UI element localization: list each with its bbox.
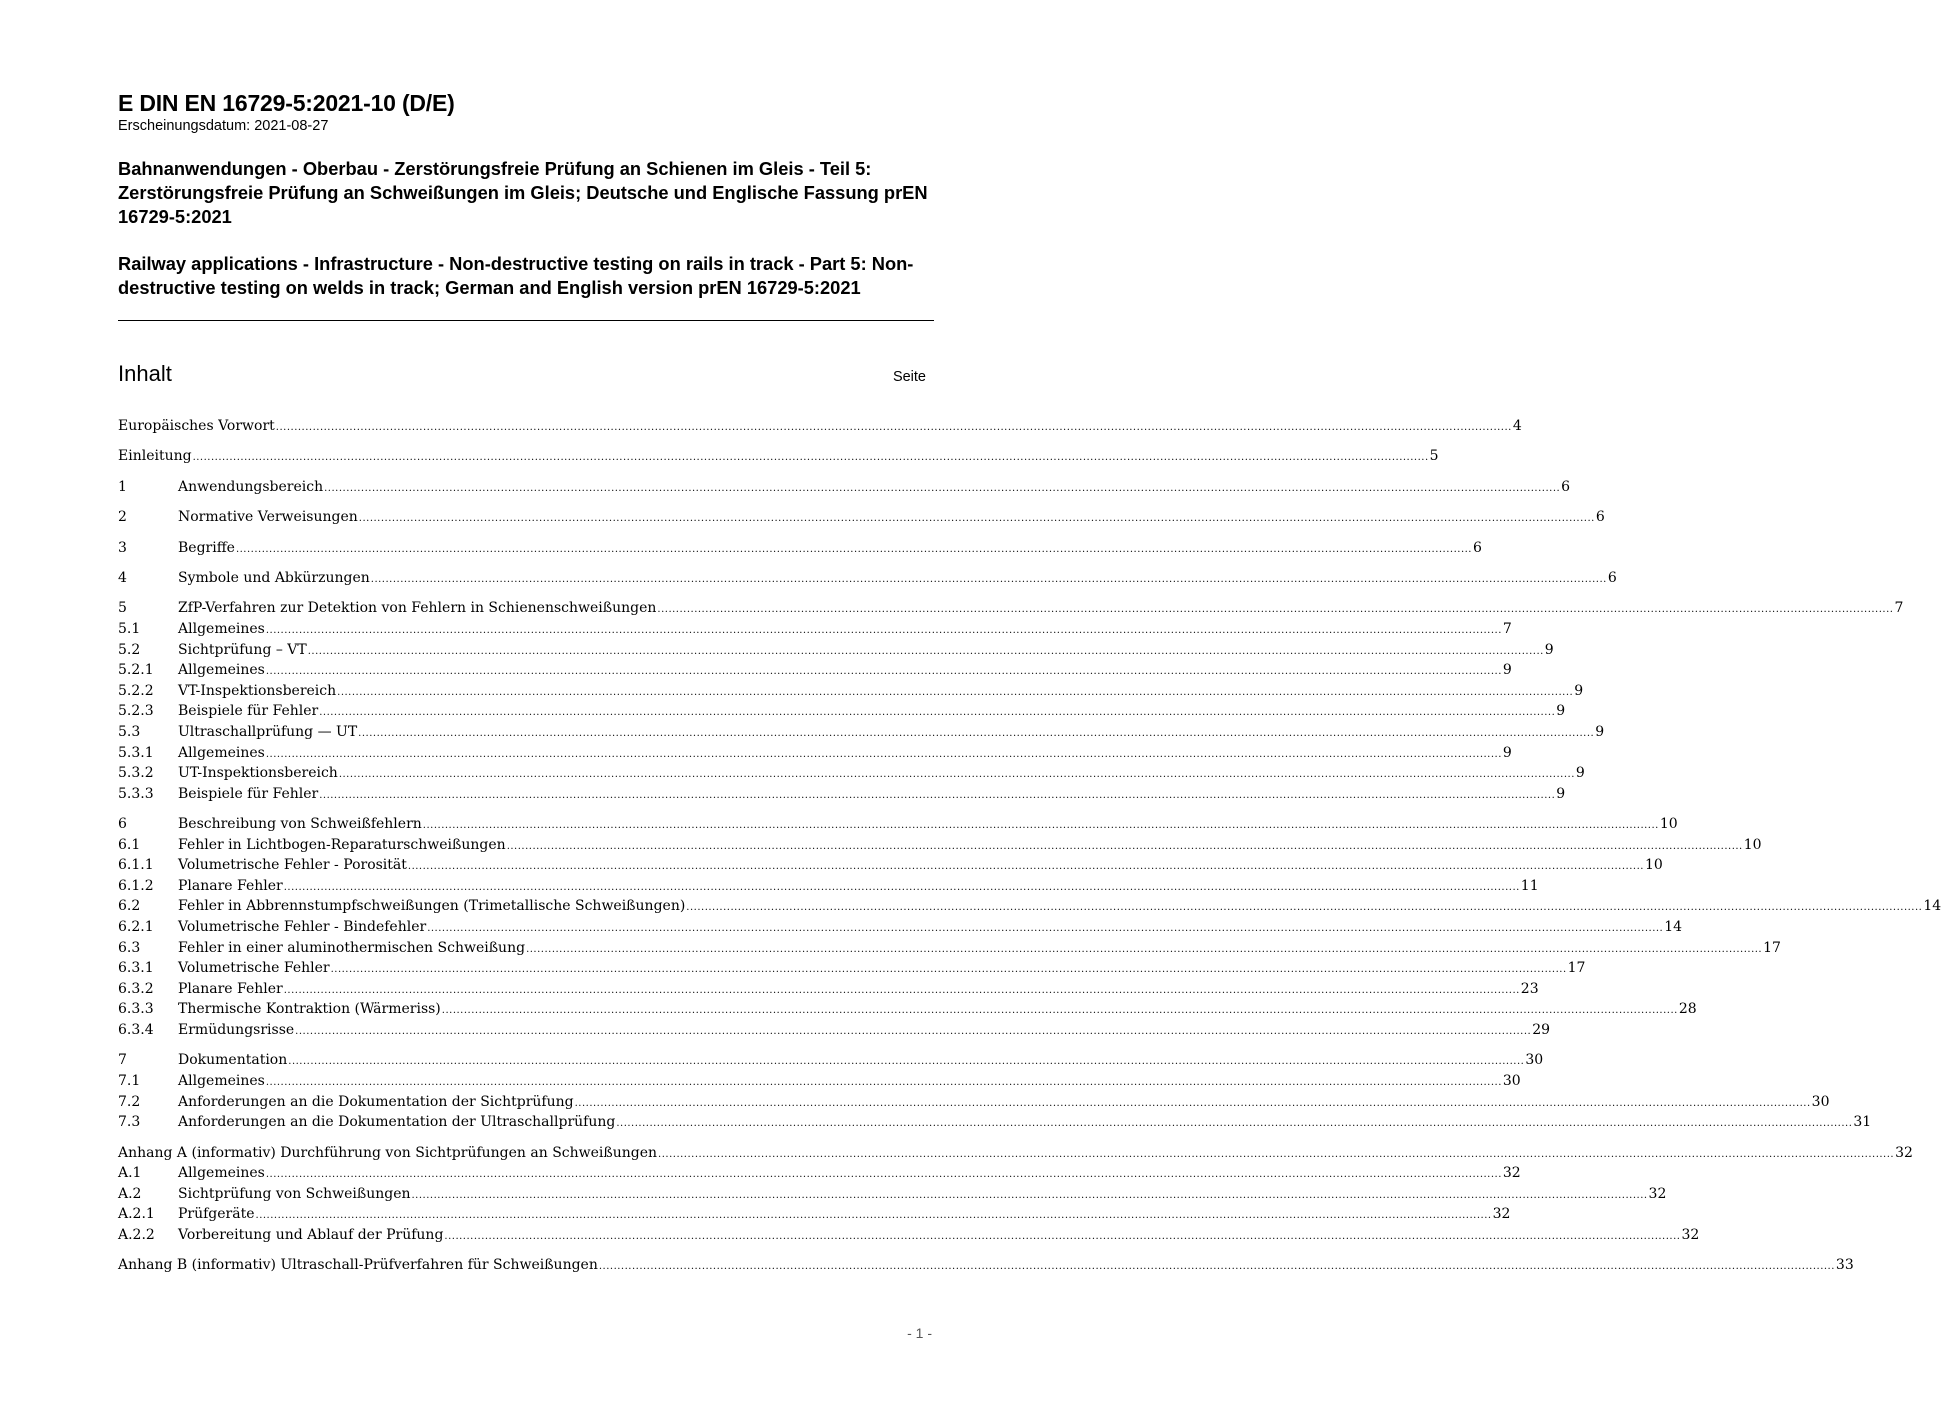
toc-heading: Inhalt bbox=[118, 361, 172, 386]
toc-entry[interactable] bbox=[118, 1184, 1667, 1205]
toc-entry-number: 5.2.3 bbox=[118, 703, 154, 720]
toc-leader-dots bbox=[337, 681, 1573, 701]
toc-page-label: Seite bbox=[892, 369, 926, 385]
toc-leader-dots bbox=[442, 999, 1678, 1019]
toc-entry-page: 11 bbox=[1520, 877, 1539, 894]
toc-entry-title: Allgemeines bbox=[178, 662, 265, 679]
toc-entry[interactable] bbox=[118, 538, 1482, 559]
toc-entry-title: Prüfgeräte bbox=[178, 1206, 255, 1223]
toc-entry[interactable] bbox=[118, 1071, 1521, 1092]
toc-entry[interactable] bbox=[118, 640, 1554, 661]
toc-entry-page: 9 bbox=[1556, 785, 1566, 802]
toc-entry-number: 5.2 bbox=[118, 641, 141, 658]
toc-entry-number: 6.1.1 bbox=[118, 857, 154, 874]
toc-entry-line bbox=[118, 416, 1522, 437]
toc-entry-line bbox=[178, 1020, 1551, 1041]
toc-entry-page: 28 bbox=[1678, 1001, 1697, 1018]
toc-entry-title: Sichtprüfung – VT bbox=[178, 641, 307, 658]
toc-entry-number: 1 bbox=[118, 478, 127, 495]
toc-entry-line bbox=[178, 896, 1941, 917]
toc-entry-page: 32 bbox=[1648, 1185, 1667, 1202]
toc-entry[interactable] bbox=[118, 1143, 1913, 1164]
toc-entry[interactable] bbox=[118, 896, 1941, 917]
toc-entry-number: 2 bbox=[118, 509, 127, 526]
toc-leader-dots bbox=[575, 1092, 1811, 1112]
toc-entry-title: Fehler in einer aluminothermischen Schweißung bbox=[178, 939, 526, 956]
toc-entry-title: Sichtprüfung von Schweißungen bbox=[178, 1185, 411, 1202]
toc-entry-number: 6.2 bbox=[118, 898, 141, 915]
toc-entry-number: 5.1 bbox=[118, 620, 141, 637]
toc-entry[interactable] bbox=[118, 743, 1512, 764]
toc-entry-page: 14 bbox=[1923, 898, 1941, 915]
toc-entry-page: 7 bbox=[1502, 620, 1512, 637]
toc-leader-dots bbox=[266, 660, 1502, 680]
toc-leader-dots bbox=[295, 1020, 1531, 1040]
toc-entry-number: 7.2 bbox=[118, 1093, 141, 1110]
toc-entry-page: 6 bbox=[1595, 509, 1605, 526]
toc-entry-number: 5 bbox=[118, 600, 127, 617]
toc-leader-dots bbox=[256, 1204, 1492, 1224]
toc-entry-line bbox=[178, 477, 1571, 498]
toc-entry[interactable] bbox=[118, 568, 1617, 589]
toc-entry-line bbox=[178, 1071, 1521, 1092]
toc-entry-title: ZfP-Verfahren zur Detektion von Fehlern in Schienenschweißungen bbox=[178, 600, 657, 617]
toc-entry-number: 7.3 bbox=[118, 1114, 141, 1131]
toc-entry-page: 9 bbox=[1556, 703, 1566, 720]
toc-entry-page: 23 bbox=[1520, 980, 1539, 997]
toc-entry[interactable] bbox=[118, 660, 1512, 681]
toc-entry-title: Symbole und Abkürzungen bbox=[178, 569, 370, 586]
toc-leader-dots bbox=[339, 763, 1575, 783]
toc-entry-title: Anforderungen an die Dokumentation der Sichtprüfung bbox=[178, 1093, 574, 1110]
toc-entry[interactable] bbox=[118, 876, 1539, 897]
toc-entry-page: 17 bbox=[1567, 960, 1586, 977]
toc-entry[interactable] bbox=[118, 1204, 1511, 1225]
toc-leader-dots bbox=[408, 855, 1644, 875]
publication-date: Erscheinungsdatum: 2021-08-27 bbox=[118, 118, 329, 134]
document-id: E DIN EN 16729-5:2021-10 (D/E) bbox=[118, 90, 455, 116]
toc-entry-title: Einleitung bbox=[118, 448, 192, 465]
toc-entry-title: Beispiele für Fehler bbox=[178, 785, 319, 802]
toc-entry[interactable] bbox=[118, 999, 1697, 1020]
toc-entry-page: 6 bbox=[1607, 569, 1617, 586]
toc-leader-dots bbox=[266, 743, 1502, 763]
toc-leader-dots bbox=[359, 507, 1595, 527]
toc-entry-page: 32 bbox=[1502, 1165, 1521, 1182]
toc-leader-dots bbox=[423, 814, 1659, 834]
toc-leader-dots bbox=[288, 1050, 1524, 1070]
toc-entry[interactable] bbox=[118, 681, 1584, 702]
toc-entry[interactable] bbox=[118, 1112, 1872, 1133]
toc-entry-title: Europäisches Vorwort bbox=[118, 418, 275, 434]
toc-entry-line bbox=[178, 722, 1605, 743]
toc-entry-page: 9 bbox=[1502, 662, 1512, 679]
toc-leader-dots bbox=[526, 938, 1762, 958]
toc-entry-line bbox=[178, 1092, 1830, 1113]
toc-entry-line bbox=[178, 784, 1566, 805]
toc-entry-page: 10 bbox=[1644, 857, 1663, 874]
toc-leader-dots bbox=[266, 1071, 1502, 1091]
toc-entry-page: 7 bbox=[1894, 600, 1904, 617]
toc-entry-line bbox=[178, 958, 1586, 979]
toc-entry-line bbox=[178, 507, 1605, 528]
toc-entry-page: 9 bbox=[1574, 682, 1584, 699]
toc-leader-dots bbox=[193, 446, 1429, 466]
toc-entry[interactable] bbox=[118, 416, 1522, 437]
toc-entry-page: 30 bbox=[1525, 1052, 1544, 1069]
toc-leader-dots bbox=[236, 538, 1472, 558]
toc-entry-title: Thermische Kontraktion (Wärmeriss) bbox=[178, 1001, 441, 1018]
toc-entry-page: 31 bbox=[1853, 1114, 1872, 1131]
toc-entry[interactable] bbox=[118, 619, 1512, 640]
toc-entry-page: 32 bbox=[1681, 1226, 1700, 1243]
toc-entry-page: 10 bbox=[1659, 816, 1678, 833]
toc-entry-title: Volumetrische Fehler - Porosität bbox=[178, 857, 407, 874]
toc-entry-page: 9 bbox=[1595, 723, 1605, 740]
title-english: Railway applications - Infrastructure - Non-destructive testing on rails in track - Part 5: Non-destructive testing on welds in track; German and English version prEN 16729-5:2021 bbox=[118, 253, 914, 298]
toc-entry-number: 5.3.3 bbox=[118, 785, 154, 802]
toc-entry-number: 4 bbox=[118, 569, 127, 586]
toc-entry-number: 5.2.1 bbox=[118, 662, 154, 679]
toc-entry-page: 29 bbox=[1532, 1022, 1551, 1039]
toc-leader-dots bbox=[599, 1255, 1835, 1275]
toc-leader-dots bbox=[319, 784, 1555, 804]
toc-entry-number: A.2.2 bbox=[118, 1226, 155, 1243]
toc-entry[interactable] bbox=[118, 1092, 1830, 1113]
toc-entry[interactable] bbox=[118, 917, 1683, 938]
toc-entry-title: Allgemeines bbox=[178, 744, 265, 761]
toc-entry-line bbox=[178, 855, 1663, 876]
toc-entry-number: 7.1 bbox=[118, 1073, 141, 1089]
toc-entry-page: 9 bbox=[1502, 744, 1512, 761]
toc-entry-page: 14 bbox=[1664, 919, 1683, 936]
toc-entry-title: Volumetrische Fehler - Bindefehler bbox=[178, 919, 427, 936]
toc-leader-dots bbox=[358, 722, 1594, 742]
toc-leader-dots bbox=[507, 835, 1743, 855]
toc-entry-page: 32 bbox=[1895, 1144, 1913, 1161]
toc-entry[interactable] bbox=[118, 507, 1605, 528]
toc-entry-title: Anhang A (informativ) Durchführung von Sichtprüfungen an Schweißungen bbox=[118, 1144, 658, 1161]
title-german: Bahnanwendungen - Oberbau - Zerstörungsfreie Prüfung an Schienen im Gleis - Teil 5: Zerstörungsfreie Prüfung an Schweißungen im Gleis; Deutsche und Englische Fassung prEN 16729-5:2021 bbox=[118, 158, 928, 227]
toc-leader-dots bbox=[319, 701, 1555, 721]
toc-entry-page: 9 bbox=[1575, 765, 1585, 782]
toc-entry[interactable] bbox=[118, 855, 1663, 876]
toc-entry-title: Begriffe bbox=[178, 539, 235, 556]
toc-entry[interactable] bbox=[118, 1020, 1551, 1041]
toc-entry-title: Dokumentation bbox=[178, 1052, 288, 1069]
toc-entry[interactable] bbox=[118, 958, 1586, 979]
table-of-contents bbox=[118, 416, 1941, 1276]
toc-entry-line bbox=[178, 743, 1512, 764]
toc-entry-title: Allgemeines bbox=[178, 1073, 265, 1089]
toc-entry-title: Beispiele für Fehler bbox=[178, 703, 319, 720]
toc-entry-line bbox=[178, 835, 1762, 856]
toc-entry-title: Fehler in Abbrennstumpfschweißungen (Trimetallische Schweißungen) bbox=[178, 898, 686, 915]
toc-leader-dots bbox=[266, 1163, 1502, 1183]
toc-entry[interactable] bbox=[118, 1255, 1854, 1276]
toc-entry-title: Anwendungsbereich bbox=[178, 478, 324, 495]
toc-entry-number: 6.3.2 bbox=[118, 980, 154, 997]
toc-entry-number: 5.3 bbox=[118, 723, 141, 740]
toc-entry-number: 7 bbox=[118, 1052, 127, 1069]
toc-entry-title: Ultraschallprüfung — UT bbox=[178, 723, 358, 740]
toc-entry-page: 6 bbox=[1472, 539, 1482, 556]
toc-entry[interactable] bbox=[118, 979, 1539, 1000]
toc-entry-line bbox=[178, 598, 1904, 619]
page-number: - 1 - bbox=[907, 1325, 932, 1341]
toc-entry-number: A.2.1 bbox=[118, 1206, 155, 1223]
toc-entry-line bbox=[178, 660, 1512, 681]
toc-entry[interactable] bbox=[118, 1050, 1544, 1071]
toc-entry-line bbox=[118, 446, 1439, 467]
toc-entry-line bbox=[118, 1255, 1854, 1276]
toc-entry-page: 17 bbox=[1763, 939, 1781, 956]
toc-entry-page: 33 bbox=[1835, 1257, 1854, 1274]
toc-leader-dots bbox=[658, 1143, 1894, 1163]
toc-entry-number: A.1 bbox=[118, 1165, 142, 1182]
toc-leader-dots bbox=[444, 1225, 1680, 1245]
toc-entry-title: Anhang B (informativ) Ultraschall-Prüfverfahren für Schweißungen bbox=[118, 1257, 598, 1274]
toc-leader-dots bbox=[284, 876, 1520, 896]
toc-entry[interactable] bbox=[118, 814, 1678, 835]
toc-entry-number: 6.3.3 bbox=[118, 1001, 154, 1018]
toc-entry-line bbox=[178, 876, 1539, 897]
toc-entry-line bbox=[178, 619, 1512, 640]
toc-leader-dots bbox=[276, 416, 1512, 436]
toc-leader-dots bbox=[427, 917, 1663, 937]
toc-entry-line bbox=[178, 1112, 1872, 1133]
toc-entry-number: 5.2.2 bbox=[118, 682, 154, 699]
toc-leader-dots bbox=[324, 477, 1560, 497]
toc-entry-page: 6 bbox=[1561, 478, 1571, 495]
toc-entry-number: 5.3.2 bbox=[118, 765, 154, 782]
toc-leader-dots bbox=[371, 568, 1607, 588]
toc-entry-number: 6.2.1 bbox=[118, 919, 154, 936]
toc-entry[interactable] bbox=[118, 1225, 1700, 1246]
toc-entry-number: 3 bbox=[118, 539, 127, 556]
toc-entry[interactable] bbox=[118, 784, 1566, 805]
toc-entry-line bbox=[178, 814, 1678, 835]
toc-entry[interactable] bbox=[118, 446, 1439, 467]
toc-entry-title: Ermüdungsrisse bbox=[178, 1022, 295, 1039]
toc-entry-line bbox=[178, 1225, 1700, 1246]
toc-entry-page: 30 bbox=[1502, 1073, 1521, 1089]
toc-entry-title: Volumetrische Fehler bbox=[178, 960, 330, 977]
toc-entry[interactable] bbox=[118, 763, 1585, 784]
toc-leader-dots bbox=[331, 958, 1567, 978]
toc-entry-title: Planare Fehler bbox=[178, 980, 283, 997]
toc-entry-number: 5.3.1 bbox=[118, 744, 154, 761]
toc-entry-title: Allgemeines bbox=[178, 620, 265, 637]
toc-entry-title: UT-Inspektionsbereich bbox=[178, 765, 338, 782]
toc-entry-number: A.2 bbox=[118, 1185, 142, 1202]
toc-entry-number: 6.1.2 bbox=[118, 877, 154, 894]
toc-entry-line bbox=[178, 701, 1566, 722]
toc-entry[interactable] bbox=[118, 938, 1781, 959]
toc-entry[interactable] bbox=[118, 835, 1762, 856]
toc-entry-line bbox=[178, 1163, 1521, 1184]
toc-leader-dots bbox=[266, 619, 1502, 639]
toc-entry-title: Allgemeines bbox=[178, 1165, 265, 1182]
toc-entry-title: Vorbereitung und Ablauf der Prüfung bbox=[178, 1226, 444, 1243]
toc-entry[interactable] bbox=[118, 477, 1571, 498]
toc-entry-line bbox=[178, 938, 1781, 959]
toc-leader-dots bbox=[412, 1184, 1648, 1204]
toc-entry-line bbox=[118, 1143, 1913, 1164]
toc-entry-line bbox=[178, 1050, 1544, 1071]
toc-entry-line bbox=[178, 999, 1697, 1020]
toc-entry-number: 6 bbox=[118, 816, 127, 833]
toc-entry-title: Normative Verweisungen bbox=[178, 509, 358, 526]
toc-entry-page: 4 bbox=[1512, 418, 1522, 434]
toc-leader-dots bbox=[686, 896, 1922, 916]
toc-entry-number: 6.1 bbox=[118, 836, 141, 853]
toc-leader-dots bbox=[308, 640, 1544, 660]
toc-entry-page: 10 bbox=[1743, 836, 1762, 853]
toc-entry-title: VT-Inspektionsbereich bbox=[178, 682, 337, 699]
toc-entry-line bbox=[178, 1204, 1511, 1225]
document-header bbox=[118, 88, 934, 300]
toc-entry-line bbox=[178, 917, 1683, 938]
toc-entry-line bbox=[178, 538, 1482, 559]
toc-entry-title: Beschreibung von Schweißfehlern bbox=[178, 816, 422, 833]
toc-entry-line bbox=[178, 568, 1617, 589]
toc-entry[interactable] bbox=[118, 701, 1566, 722]
toc-entry-title: Fehler in Lichtbogen-Reparaturschweißungen bbox=[178, 836, 506, 853]
toc-entry[interactable] bbox=[118, 722, 1605, 743]
toc-entry-page: 32 bbox=[1492, 1206, 1511, 1223]
toc-leader-dots bbox=[284, 979, 1520, 999]
toc-leader-dots bbox=[616, 1112, 1852, 1132]
toc-entry-number: 6.3.4 bbox=[118, 1022, 154, 1039]
toc-entry-number: 6.3 bbox=[118, 939, 141, 956]
toc-entry[interactable] bbox=[118, 598, 1904, 619]
header-divider bbox=[118, 320, 934, 321]
toc-entry-line bbox=[178, 1184, 1667, 1205]
toc-leader-dots bbox=[657, 598, 1893, 618]
toc-entry-page: 9 bbox=[1544, 641, 1554, 658]
toc-entry-line bbox=[178, 979, 1539, 1000]
toc-entry-page: 5 bbox=[1429, 448, 1439, 465]
toc-entry-title: Planare Fehler bbox=[178, 877, 283, 894]
toc-entry-number: 6.3.1 bbox=[118, 960, 154, 977]
toc-entry[interactable] bbox=[118, 1163, 1521, 1184]
toc-entry-line bbox=[178, 681, 1584, 702]
toc-entry-line bbox=[178, 640, 1554, 661]
toc-entry-line bbox=[178, 763, 1585, 784]
toc-entry-page: 30 bbox=[1811, 1093, 1830, 1110]
toc-heading-row bbox=[118, 361, 926, 387]
toc-entry-title: Anforderungen an die Dokumentation der Ultraschallprüfung bbox=[178, 1114, 616, 1131]
